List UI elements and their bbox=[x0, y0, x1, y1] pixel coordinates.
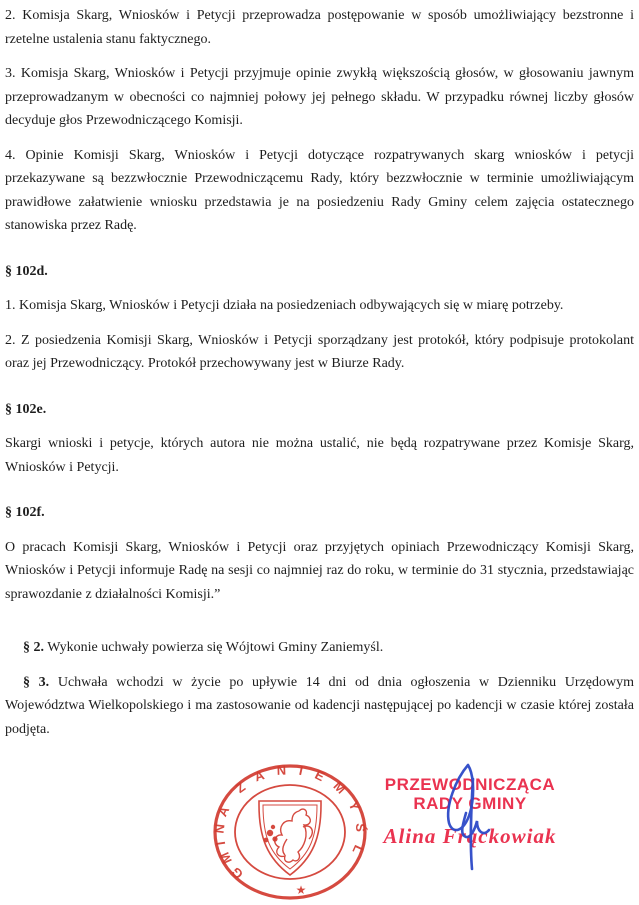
paragraph-2: 2. Komisja Skarg, Wniosków i Petycji przeprowadza postępowanie w sposób umożliwiający bezstronne i rzetelne ustalenia stanu faktycznego. bbox=[5, 8, 634, 47]
section-heading-102d: § 102d. bbox=[5, 263, 48, 279]
signature-title-line1: PRZEWODNICZĄCA bbox=[384, 775, 556, 794]
paragraph-102f: O pracach Komisji Skarg, Wniosków i Petycji oraz przyjętych opiniach Przewodniczący Komisji Skarg, Wniosków i Petycji informuje Radę na sesji co najmniej raz do roku, w terminie do 31 stycznia, przedstawiając sprawozdanie z działalności Komisji.” bbox=[5, 539, 634, 602]
stamp-ring-text-gmina: GMINA bbox=[211, 797, 247, 882]
paragraph-s3 bbox=[5, 671, 634, 742]
paragraph-s2-text: Wykonie uchwały powierza się Wójtowi Gminy Zaniemyśl. bbox=[44, 640, 384, 655]
section-heading-102f: § 102f. bbox=[5, 505, 45, 520]
paragraph-3: 3. Komisja Skarg, Wniosków i Petycji przyjmuje opinie zwykłą większością głosów, w głosowaniu jawnym przeprowadzanym w obecności co najmniej połowy jej pełnego składu. W przypadku równej liczby głosów decyduje głos Przewodniczącego Komisji. bbox=[5, 66, 634, 128]
paragraph-s3-text: Uchwała wchodzi w życie po upływie 14 dni od dnia ogłoszenia w Dzienniku Urzędowym Województwa Wielkopolskiego i ma zastosowanie od kadencji następującej po kadencji w czasie której została podjęta. bbox=[5, 674, 634, 737]
municipal-seal-stamp bbox=[203, 761, 381, 901]
paragraph-s2 bbox=[5, 636, 634, 660]
signature-name: Alina Frąckowiak bbox=[383, 824, 557, 848]
handwritten-signature bbox=[420, 751, 530, 886]
section-heading-102e: § 102e. bbox=[5, 401, 47, 417]
signature-title-line2: RADY GMINY bbox=[413, 794, 527, 813]
stamp-star-icon: ★ bbox=[295, 883, 307, 897]
paragraph-102d-1: 1. Komisja Skarg, Wniosków i Petycji działa na posiedzeniach odbywających się w miarę potrzeby. bbox=[5, 298, 564, 313]
signature-area bbox=[0, 755, 639, 905]
paragraph-4: 4. Opinie Komisji Skarg, Wniosków i Petycji dotyczące rozpatrywanych skarg wniosków i petycji przekazywane są bezzwłocznie Przewodniczącemu Rady, który bezzwłocznie w terminie umożliwiającym prawidłowe załatwienie wniosku przedstawia je na posiedzeniu Rady Gminy celem zajęcia ostatecznego stanowiska przez Radę. bbox=[5, 147, 634, 233]
paragraph-102e: Skargi wnioski i petycje, których autora nie można ustalić, nie będą rozpatrywane przez Komisje Skarg, Wniosków i Petycji. bbox=[5, 436, 634, 475]
paragraph-s2-lead: § 2. bbox=[23, 640, 44, 655]
stamp-ring-text-zaniemysl: ZANIEMYŚL bbox=[232, 762, 369, 868]
coat-of-arms-lion bbox=[275, 809, 313, 862]
paragraph-102d-2: 2. Z posiedzenia Komisji Skarg, Wniosków i Petycji sporządzany jest protokół, który podpisuje protokolant oraz jej Przewodniczący. Protokół przechowywany jest w Biurze Rady. bbox=[5, 332, 634, 371]
paragraph-s3-lead: § 3. bbox=[23, 674, 50, 690]
